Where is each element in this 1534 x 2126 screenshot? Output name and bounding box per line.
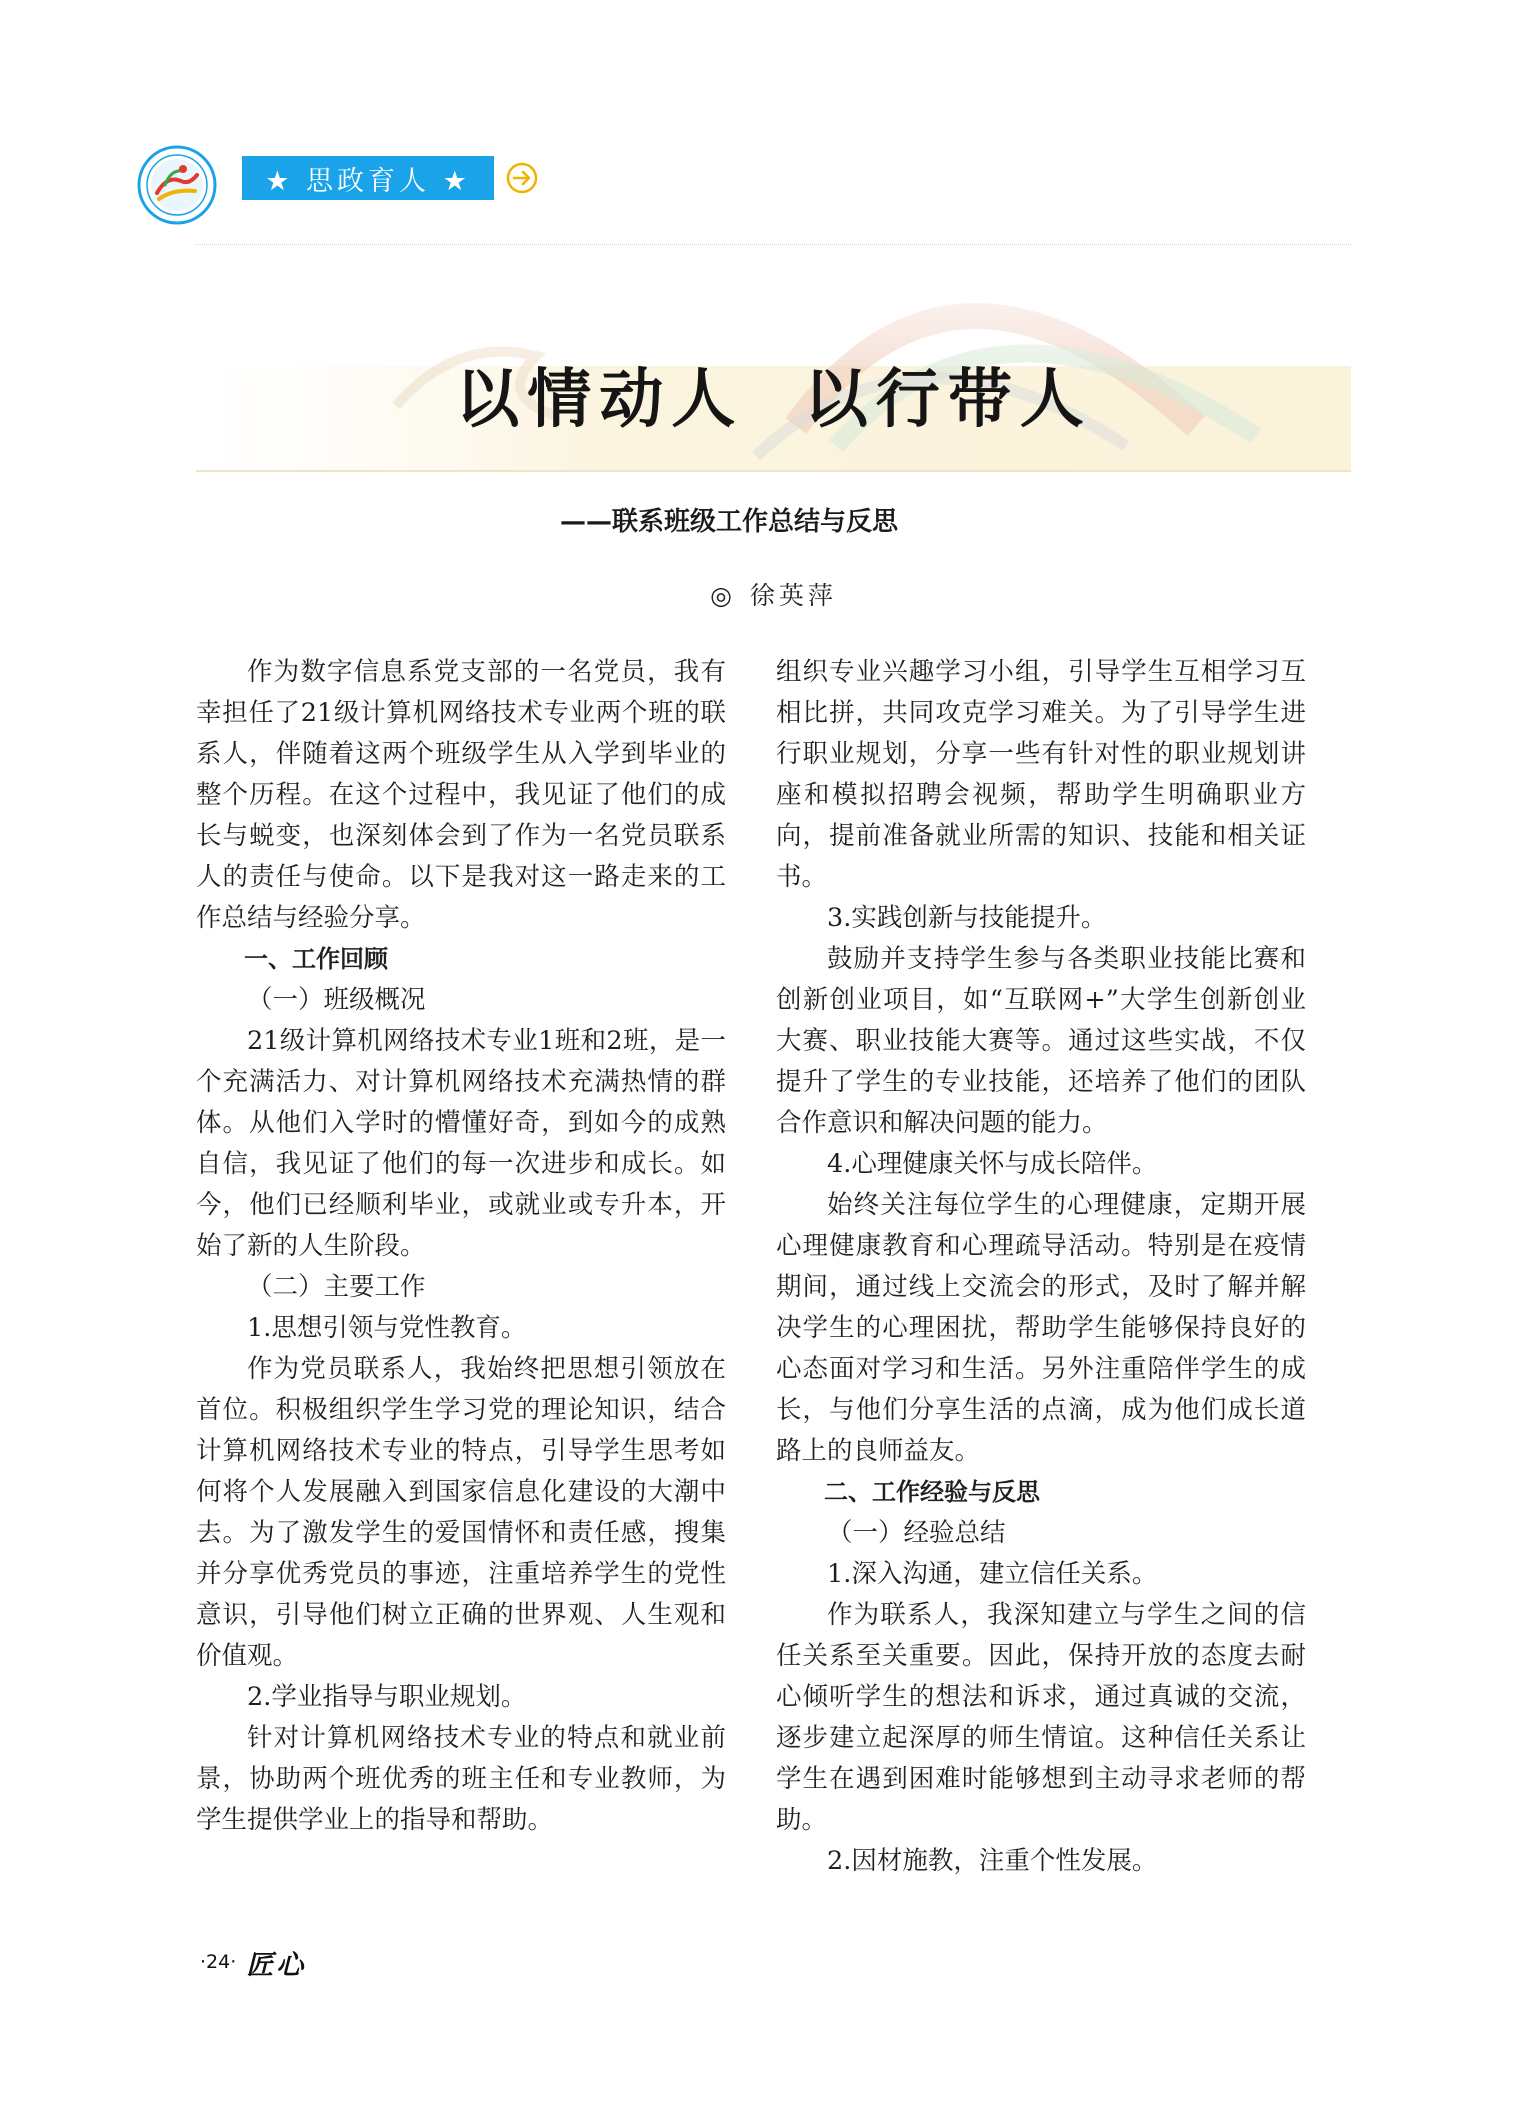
page-number: ·24· (200, 1951, 237, 1973)
author-name: 徐英萍 (749, 581, 837, 610)
subsection-heading: （二）主要工作 (247, 1272, 426, 1302)
section-tag: ★ 思政育人 ★ (242, 156, 494, 200)
subsection-heading: （一）经验总结 (827, 1518, 1006, 1548)
article-title: 以情动人 以行带人 (455, 363, 1092, 437)
author-mark: ◎ (710, 581, 736, 610)
section-heading: 一、工作回顾 (244, 945, 388, 973)
paragraph: 鼓励并支持学生参与各类职业技能比赛和创新创业项目，如“互联网+”大学生创新创业大赛、职业技能大赛等。通过这些实战，不仅提升了学生的专业技能，还培养了他们的团队合作意识和解决问题的能力。 (776, 944, 1306, 1138)
item-heading: 1.思想引领与党性教育。 (247, 1313, 527, 1343)
header-divider (196, 244, 1351, 245)
paragraph: 作为党员联系人，我始终把思想引领放在首位。积极组织学生学习党的理论知识，结合计算机网络技术专业的特点，引导学生思考如何将个人发展融入到国家信息化建设的大潮中去。为了激发学生的爱国情怀和责任感，搜集并分享优秀党员的事迹，注重培养学生的党性意识，引导他们树立正确的世界观、人生观和价值观。 (196, 1354, 726, 1671)
left-column (196, 652, 726, 1841)
item-heading: 2.因材施教，注重个性发展。 (827, 1846, 1158, 1876)
journal-name: 匠心 (246, 1949, 307, 1981)
paragraph-continued: 组织专业兴趣学习小组，引导学生互相学习互相比拼，共同攻克学习难关。为了引导学生进行职业规划，分享一些有针对性的职业规划讲座和模拟招聘会视频，帮助学生明确职业方向，提前准备就业所需的知识、技能和相关证书。 (776, 657, 1306, 892)
right-column (776, 652, 1306, 1882)
paragraph: 21级计算机网络技术专业1班和2班，是一个充满活力、对计算机网络技术充满热情的群体。从他们入学时的懵懂好奇，到如今的成熟自信，我见证了他们的每一次进步和成长。如今，他们已经顺利毕业，或就业或专升本，开始了新的人生阶段。 (196, 1026, 726, 1261)
item-heading: 2.学业指导与职业规划。 (247, 1682, 527, 1712)
college-emblem-icon (137, 145, 217, 225)
author-line (196, 576, 1351, 616)
subsection-heading: （一）班级概况 (247, 985, 426, 1015)
paragraph: 作为数字信息系党支部的一名党员，我有幸担任了21级计算机网络技术专业两个班的联系人，伴随着这两个班级学生从入学到毕业的整个历程。在这个过程中，我见证了他们的成长与蜕变，也深刻体会到了作为一名党员联系人的责任与使命。以下是我对这一路走来的工作总结与经验分享。 (196, 657, 726, 933)
arrow-right-circle-icon (506, 162, 538, 194)
section-heading: 二、工作经验与反思 (824, 1478, 1040, 1506)
paragraph: 始终关注每位学生的心理健康，定期开展心理健康教育和心理疏导活动。特别是在疫情期间，通过线上交流会的形式，及时了解并解决学生的心理困扰，帮助学生能够保持良好的心态面对学习和生活。另外注重陪伴学生的成长，与他们分享生活的点滴，成为他们成长道路上的良师益友。 (776, 1190, 1306, 1466)
paragraph: 作为联系人，我深知建立与学生之间的信任关系至关重要。因此，保持开放的态度去耐心倾听学生的想法和诉求，通过真诚的交流，逐步建立起深厚的师生情谊。这种信任关系让学生在遇到困难时能够想到主动寻求老师的帮助。 (776, 1600, 1306, 1835)
item-heading: 3.实践创新与技能提升。 (827, 903, 1107, 933)
item-heading: 1.深入沟通，建立信任关系。 (827, 1559, 1158, 1589)
item-heading: 4.心理健康关怀与成长陪伴。 (827, 1149, 1158, 1179)
page-footer (200, 1942, 306, 1982)
article-subtitle: ——联系班级工作总结与反思 (560, 507, 899, 537)
paragraph: 针对计算机网络技术专业的特点和就业前景，协助两个班优秀的班主任和专业教师，为学生提供学业上的指导和帮助。 (196, 1723, 726, 1835)
